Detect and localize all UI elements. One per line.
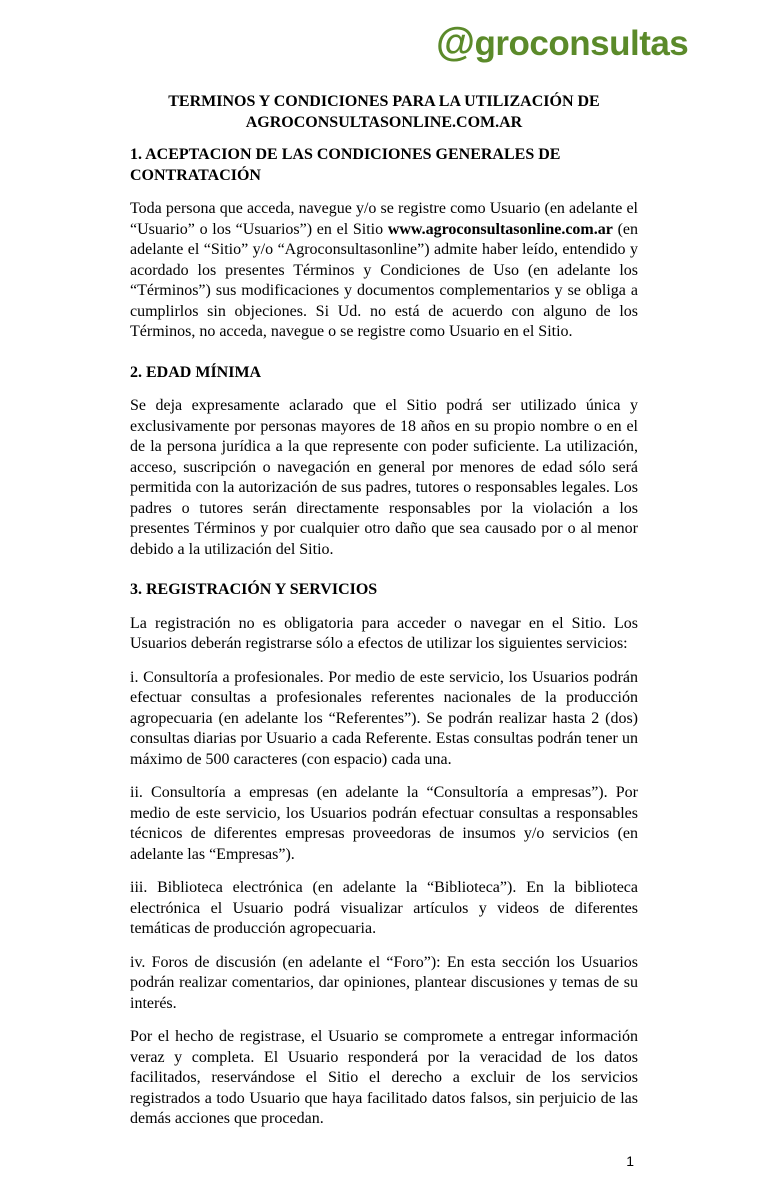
logo-at-symbol: @ (436, 20, 475, 64)
service-item-3: iii. Biblioteca electrónica (en adelante la “Biblioteca”). En la biblioteca electrónica el Usuario podrá visualizar artículos y videos de diferentes temáticas de producción agropecuaria. (130, 879, 638, 937)
service-item-2: ii. Consultoría a empresas (en adelante la “Consultoría a empresas”). Por medio de este servicio, los Usuarios podrán efectuar consultas a responsables técnicos de diferentes empresas proveedoras de insumos y/o servicios (en adelante las “Empresas”). (130, 784, 638, 863)
section-2-paragraph: Se deja expresamente aclarado que el Sitio podrá ser utilizado única y exclusivamente por personas mayores de 18 años en su propio nombre o en el de la persona jurídica a la que represente con poder suficiente. La utilización, acceso, suscripción o navegación en general por menores de edad sólo será permitida con la autorización de sus padres, tutores o responsables legales. Los padres o tutores serán directamente responsables por la violación a los presentes Términos y por cualquier otro daño que sea causado por o al menor debido a la utilización del Sitio. (130, 397, 638, 558)
section-3-heading: 3. REGISTRACIÓN Y SERVICIOS (130, 581, 378, 598)
title-line-1: TERMINOS Y CONDICIONES PARA LA UTILIZACIÓN DE (168, 93, 600, 110)
section-3-closing: Por el hecho de registrase, el Usuario se compromete a entregar información veraz y completa. El Usuario responderá por la veracidad de los datos facilitados, reservándose el Sitio el derecho a excluir de los servicios registrados a todo Usuario que haya facilitado datos falsos, sin perjuicio de las demás acciones que procedan. (130, 1028, 638, 1127)
page-number: 1 (626, 1152, 634, 1169)
section-3-intro: La registración no es obligatoria para acceder o navegar en el Sitio. Los Usuarios deberán registrarse sólo a efectos de utilizar los siguientes servicios: (130, 614, 638, 652)
logo-text: groconsultas (474, 24, 689, 63)
text: Toda persona que acceda, navegue y/o se registre como Usuario (en adelante el “Usuario” o los “Usuarios”) en el Sitio (130, 200, 638, 238)
section-2-heading: 2. EDAD MÍNIMA (130, 363, 262, 381)
service-item-4: iv. Foros de discusión (en adelante el “Foro”): En esta sección los Usuarios podrán realizar comentarios, dar opiniones, plantear discusiones y temas de su interés. (130, 953, 638, 1012)
service-item-1: i. Consultoría a profesionales. Por medio de este servicio, los Usuarios podrán efectuar consultas a profesionales referentes nacionales de la producción agropecuaria (en adelante los “Referentes”). Se podrán realizar hasta 2 (dos) consultas diarias por Usuario a cada Referente. Estas consultas podrán tener un máximo de 500 caracteres (con espacio) cada una. (130, 668, 638, 768)
site-url: www.agroconsultasonline.com.ar (387, 220, 613, 238)
title-line-2: AGROCONSULTASONLINE.COM.AR (245, 113, 523, 131)
section-1-paragraph (130, 199, 638, 343)
text: (en adelante el “Sitio” y/o “Agroconsultasonline”) admite haber leído, entendido y acordado los presentes Términos y Condiciones de Uso (en adelante los “Términos”) sus modificaciones y documentos complementarios y se obliga a cumplirlos sin objeciones. Si Ud. no está de acuerdo con alguno de los Términos, no acceda, navegue o se registre como Usuario en el Sitio. (130, 220, 638, 340)
section-1-heading: 1. ACEPTACION DE LAS CONDICIONES GENERALES DE CONTRATACIÓN (130, 146, 561, 184)
document-title (130, 92, 638, 133)
